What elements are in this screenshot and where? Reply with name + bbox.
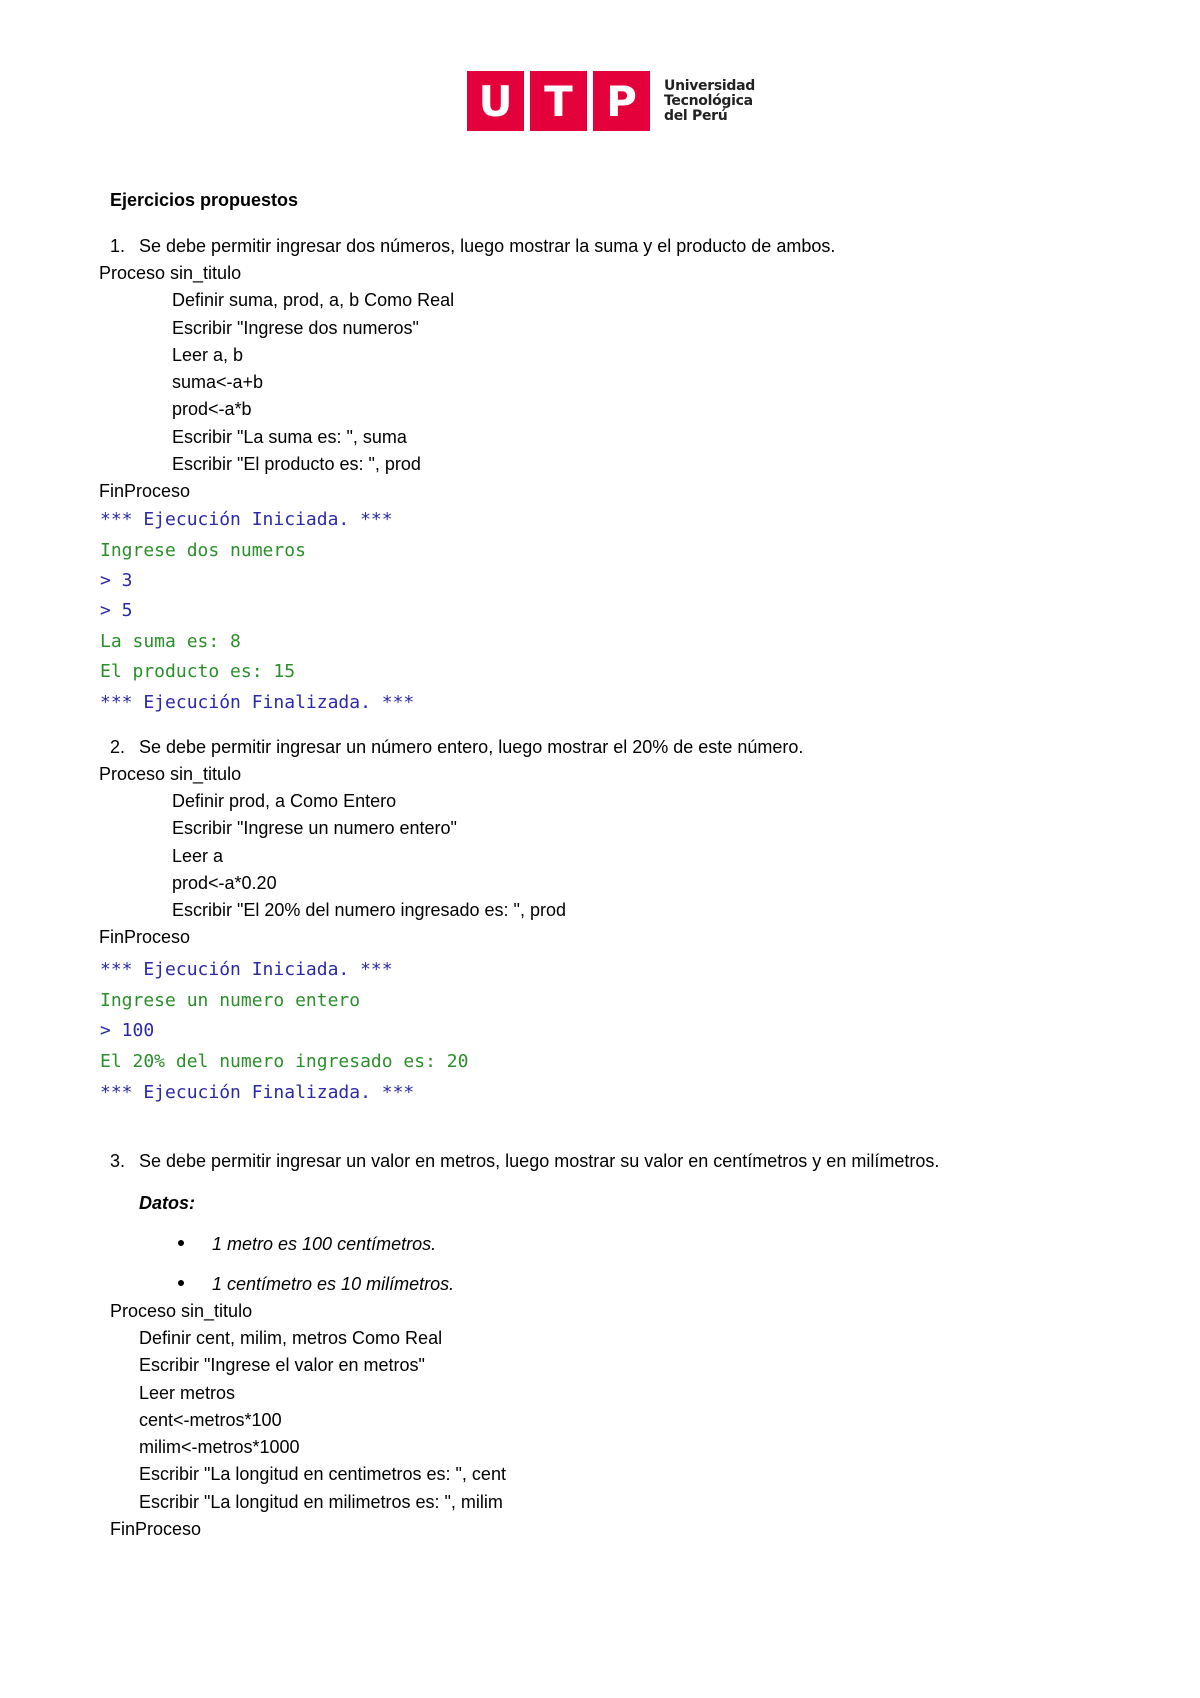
- code-line: Escribir "El 20% del numero ingresado es: ", prod: [172, 900, 566, 920]
- logo-letter-t: T: [544, 76, 573, 126]
- exercise-1-number: 1.: [110, 236, 126, 256]
- page-title: Ejercicios propuestos: [110, 190, 299, 210]
- logo-line-2: Tecnológica: [664, 92, 753, 109]
- code-line: Escribir "La suma es: ", suma: [172, 427, 407, 447]
- datos-label: Datos:: [139, 1193, 196, 1213]
- terminal-output-line: *** Ejecución Finalizada. ***: [100, 692, 415, 713]
- terminal-output-line: *** Ejecución Iniciada. ***: [100, 959, 393, 980]
- code-line: cent<-metros*100: [139, 1410, 282, 1430]
- code-line: Definir prod, a Como Entero: [172, 791, 397, 811]
- code-line: Leer a, b: [172, 345, 244, 365]
- code-line: Escribir "Ingrese un numero entero": [172, 818, 457, 838]
- code-line: Escribir "Ingrese dos numeros": [172, 318, 419, 338]
- code-line: Proceso sin_titulo: [99, 764, 242, 784]
- code-line: FinProceso: [99, 481, 191, 501]
- terminal-output-line: El 20% del numero ingresado es: 20: [100, 1051, 469, 1072]
- terminal-output-line: La suma es: 8: [100, 631, 241, 652]
- bullet-text: 1 centímetro es 10 milímetros.: [212, 1274, 455, 1294]
- logo-line-3: del Perú: [664, 107, 728, 124]
- code-line: Escribir "El producto es: ", prod: [172, 454, 421, 474]
- logo-letter-u: U: [478, 76, 513, 126]
- terminal-output-line: *** Ejecución Iniciada. ***: [100, 509, 393, 530]
- code-line: Proceso sin_titulo: [110, 1301, 253, 1321]
- code-line: prod<-a*b: [172, 399, 252, 419]
- bullet-icon: [178, 1240, 184, 1246]
- bullet-text: 1 metro es 100 centímetros.: [212, 1234, 437, 1254]
- code-line: FinProceso: [110, 1519, 202, 1539]
- bullet-item: [178, 1273, 454, 1295]
- utp-logo: [467, 71, 755, 131]
- exercise-1-text: Se debe permitir ingresar dos números, luego mostrar la suma y el producto de ambos.: [139, 236, 836, 256]
- terminal-input-line: > 3: [100, 570, 133, 591]
- code-line: Escribir "La longitud en milimetros es: ", milim: [139, 1492, 503, 1512]
- terminal-output-line: *** Ejecución Finalizada. ***: [100, 1082, 415, 1103]
- code-line: Proceso sin_titulo: [99, 263, 242, 283]
- logo-line-1: Universidad: [664, 77, 755, 94]
- code-line: Leer metros: [139, 1383, 236, 1403]
- code-line: Leer a: [172, 846, 224, 866]
- code-line: Definir cent, milim, metros Como Real: [139, 1328, 443, 1348]
- code-line: suma<-a+b: [172, 372, 264, 392]
- terminal-input-line: > 5: [100, 600, 133, 621]
- logo-letter-p: P: [606, 76, 637, 126]
- code-line: Escribir "Ingrese el valor en metros": [139, 1355, 425, 1375]
- exercise-1-statement: [110, 235, 835, 257]
- exercise-2-number: 2.: [110, 737, 126, 757]
- terminal-output-line: El producto es: 15: [100, 661, 296, 682]
- terminal-input-line: > 100: [100, 1020, 155, 1041]
- exercise-3-text: Se debe permitir ingresar un valor en metros, luego mostrar su valor en centímetros y en milímetros.: [139, 1151, 940, 1171]
- code-line: prod<-a*0.20: [172, 873, 277, 893]
- terminal-output-line: Ingrese un numero entero: [100, 990, 361, 1011]
- logo-mark: [467, 71, 650, 131]
- bullet-icon: [178, 1280, 184, 1286]
- logo-wordmark: [664, 79, 755, 124]
- code-line: milim<-metros*1000: [139, 1437, 300, 1457]
- exercise-3-statement: [110, 1150, 939, 1172]
- exercise-2-text: Se debe permitir ingresar un número entero, luego mostrar el 20% de este número.: [139, 737, 804, 757]
- code-line: Definir suma, prod, a, b Como Real: [172, 290, 455, 310]
- exercise-2-statement: [110, 736, 803, 758]
- exercise-3-number: 3.: [110, 1151, 126, 1171]
- terminal-output-line: Ingrese dos numeros: [100, 540, 306, 561]
- code-line: Escribir "La longitud en centimetros es: ", cent: [139, 1464, 506, 1484]
- code-line: FinProceso: [99, 927, 191, 947]
- bullet-item: [178, 1233, 436, 1255]
